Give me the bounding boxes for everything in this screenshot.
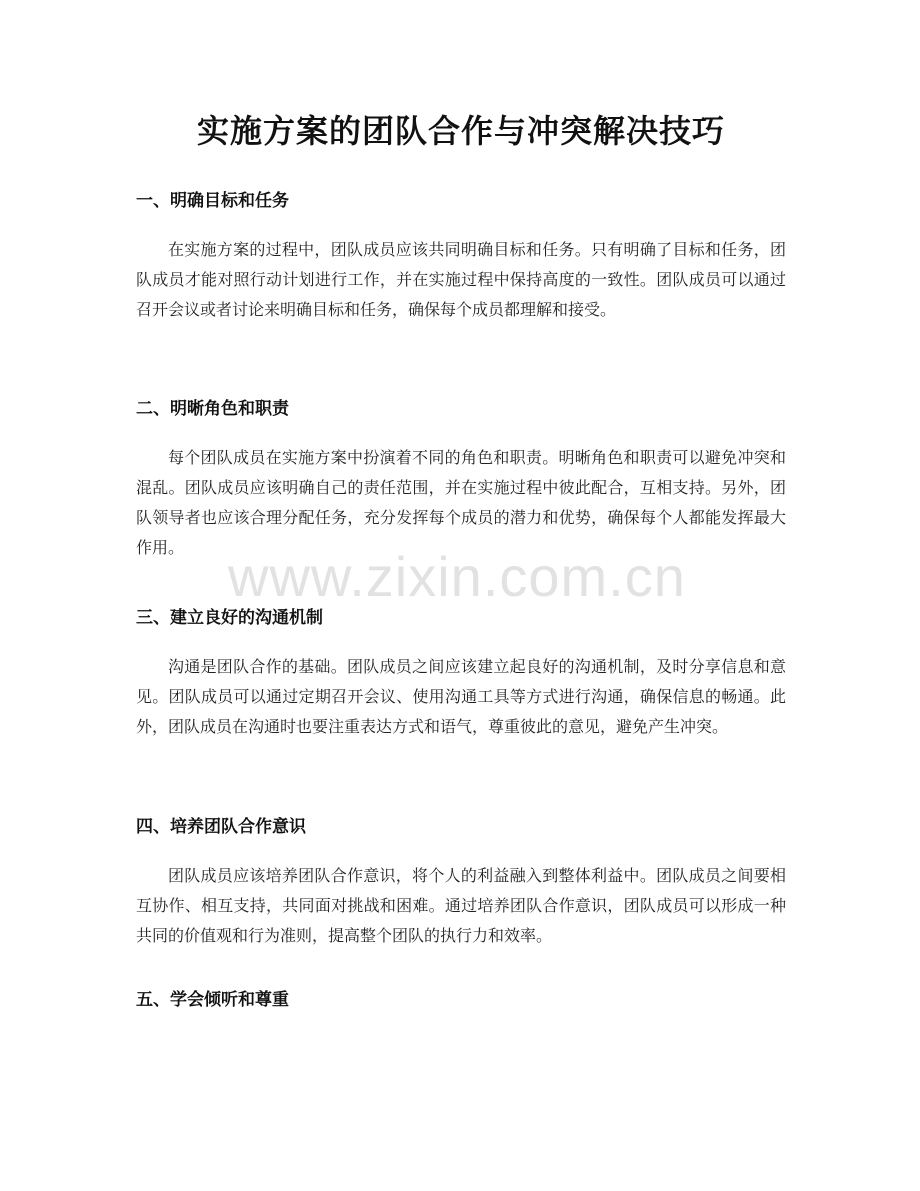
- section-heading: 五、学会倾听和尊重: [136, 990, 289, 1010]
- watermark: www.zixin.com.cn: [228, 545, 686, 608]
- section-teamwork-awareness: [136, 814, 786, 951]
- section-paragraph: 沟通是团队合作的基础。团队成员之间应该建立起良好的沟通机制，及时分享信息和意见。团队成员可以通过定期召开会议、使用沟通工具等方式进行沟通，确保信息的畅通。此外，团队成员在沟通时也要注重表达方式和语气，尊重彼此的意见，避免产生冲突。: [136, 657, 786, 736]
- section-listen-respect: [136, 987, 786, 1013]
- section-roles-responsibilities: [136, 396, 786, 563]
- section-communication: [136, 605, 786, 742]
- section-paragraph: 团队成员应该培养团队合作意识，将个人的利益融入到整体利益中。团队成员之间要相互协作、相互支持，共同面对挑战和困难。通过培养团队合作意识，团队成员可以形成一种共同的价值观和行为准则，提高整个团队的执行力和效率。: [136, 866, 786, 945]
- section-clear-goals: [136, 188, 786, 325]
- section-heading: 四、培养团队合作意识: [136, 817, 306, 837]
- section-heading: 一、明确目标和任务: [136, 191, 289, 211]
- section-heading: 二、明晰角色和职责: [136, 399, 289, 419]
- section-paragraph: 在实施方案的过程中，团队成员应该共同明确目标和任务。只有明确了目标和任务，团队成员才能对照行动计划进行工作，并在实施过程中保持高度的一致性。团队成员可以通过召开会议或者讨论来明确目标和任务，确保每个成员都理解和接受。: [136, 240, 786, 319]
- section-paragraph: 每个团队成员在实施方案中扮演着不同的角色和职责。明晰角色和职责可以避免冲突和混乱。团队成员应该明确自己的责任范围，并在实施过程中彼此配合，互相支持。另外，团队领导者也应该合理分配任务，充分发挥每个成员的潜力和优势，确保每个人都能发挥最大作用。: [136, 448, 786, 557]
- document-title: 实施方案的团队合作与冲突解决技巧: [196, 112, 725, 150]
- section-heading: 三、建立良好的沟通机制: [136, 608, 323, 628]
